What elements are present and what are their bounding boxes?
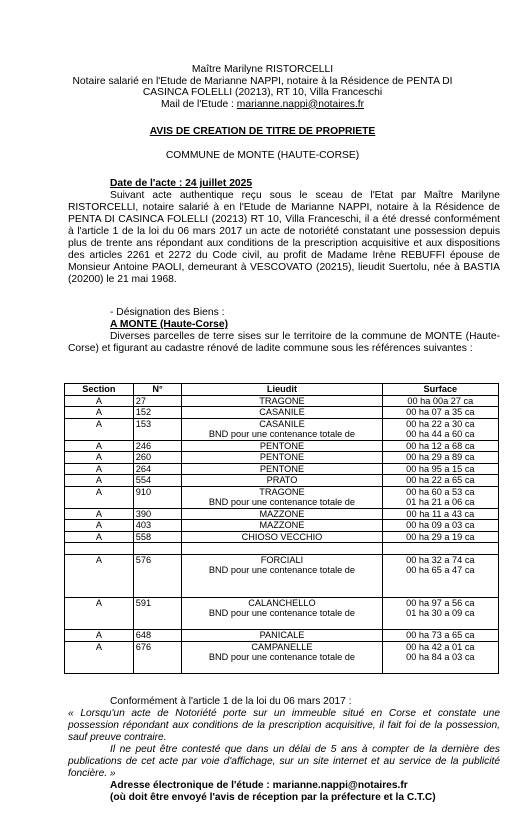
cell-section: A <box>65 630 134 642</box>
cell-lieudit <box>182 531 382 543</box>
table-row <box>65 597 499 630</box>
cell-lieudit <box>182 520 382 532</box>
table-row <box>65 418 499 440</box>
cell-lieudit <box>182 554 382 597</box>
cell-lieudit-line: TRAGONE <box>259 486 305 497</box>
cell-number: 576 <box>133 554 182 597</box>
table-row <box>65 520 499 532</box>
cell-lieudit <box>182 597 382 630</box>
cell-section: A <box>65 486 134 508</box>
cell-lieudit <box>182 475 382 487</box>
cell-lieudit <box>182 486 382 508</box>
table-row <box>65 440 499 452</box>
cell-section: A <box>65 440 134 452</box>
cell-surface-line: 00 ha 97 a 56 ca <box>406 597 475 608</box>
cell-number: 403 <box>133 520 182 532</box>
notary-line-2: Notaire salarié en l'Etude de Marianne NAPPI, notaire à la Résidence de PENTA DI <box>72 75 453 87</box>
cell-section: A <box>65 418 134 440</box>
table-row <box>65 475 499 487</box>
cell-lieudit-line: PENTONE <box>259 440 305 451</box>
cell-number: 676 <box>133 641 182 674</box>
table-row <box>65 486 499 508</box>
document-title: AVIS DE CREATION DE TITRE DE PROPRIETE <box>149 126 376 137</box>
notary-name: Maître Marilyne RISTORCELLI <box>191 64 334 75</box>
cell-surface-line: 00 ha 73 a 65 ca <box>406 630 475 640</box>
header <box>60 64 465 110</box>
cell-surface-line: 00 ha 22 a 30 ca <box>406 418 475 429</box>
cell-lieudit <box>182 440 382 452</box>
cell-surface <box>382 475 498 487</box>
cell-lieudit <box>182 452 382 464</box>
cell-lieudit-line: PENTONE <box>259 452 305 462</box>
cell-number: 910 <box>133 486 182 508</box>
cell-surface-line: 00 ha 11 a 43 ca <box>406 508 475 519</box>
table-row <box>65 543 499 555</box>
mail-link[interactable]: marianne.nappi@notaires.fr <box>236 98 365 110</box>
cell-lieudit <box>182 630 382 642</box>
email-line: Adresse électronique de l'étude : marianne.nappi@notaires.fr <box>110 780 408 791</box>
cell-number: 152 <box>133 407 182 419</box>
cell-lieudit <box>182 543 382 555</box>
cell-surface-line <box>385 619 496 630</box>
table-row <box>65 407 499 419</box>
cell-surface-line: 00 ha 29 a 19 ca <box>406 531 475 542</box>
cell-number: 153 <box>133 418 182 440</box>
cell-lieudit-line: CALANCHELLO <box>248 597 316 608</box>
cell-surface-line <box>385 576 496 587</box>
cell-surface-line: 01 ha 30 a 09 ca <box>406 608 475 618</box>
header-number: N° <box>133 384 182 396</box>
cell-surface <box>382 407 498 419</box>
parcels-intro: Diverses parcelles de terre sises sur le territoire de la commune de MONTE (Haute-Corse) et figurant au cadastre rénové de ladite commune sous les références suivantes : <box>68 331 500 354</box>
mail-label: Mail de l'Etude : <box>160 98 237 110</box>
table-row <box>65 531 499 543</box>
cell-lieudit <box>182 395 382 407</box>
cell-lieudit-line: MAZZONE <box>259 520 305 530</box>
cell-lieudit-line: BND pour une contenance totale de <box>208 497 356 507</box>
cell-surface <box>382 395 498 407</box>
header-surface: Surface <box>382 384 498 396</box>
cell-surface <box>382 486 498 508</box>
cell-lieudit-line <box>184 576 379 587</box>
table-row <box>65 630 499 642</box>
body-paragraph: Suivant acte authentique reçu sous le sceau de l'Etat par Maître Marilyne RISTORCELLI, notaire salarié à en l'Etude de Marianne NAPPI, notaire à la Résidence de PENTA DI CASINCA FOLELLI (20213) RT 10, Villa Franceschi, il a été dressé conformément à l'article 1 de la loi du 06 mars 2017 un acte de notoriété constatant une possession depuis plus de trente ans répondant aux conditions de la prescription acquisitive et aux dispositions des articles 2261 et 2272 du Code civil, au profit de Madame Irène REBUFFI épouse de Monsieur Antoine PAOLI, demeurant à VESCOVATO (20215), lieudit Suertolu, née à BASTIA (20200) le 21 mai 1968. <box>68 190 500 285</box>
cell-lieudit <box>182 407 382 419</box>
cell-surface-line: 00 ha 44 a 60 ca <box>406 429 475 439</box>
cell-surface <box>382 597 498 630</box>
cell-lieudit-line: TRAGONE <box>259 395 305 406</box>
table-row <box>65 554 499 597</box>
table-body <box>65 395 499 674</box>
table-row <box>65 452 499 464</box>
cell-section: A <box>65 531 134 543</box>
cell-surface-line <box>385 543 496 554</box>
table-row <box>65 641 499 674</box>
act-date: Date de l'acte : 24 juillet 2025 <box>110 178 253 189</box>
designation-label: - Désignation des Biens : <box>110 307 225 318</box>
header-section: Section <box>65 384 134 396</box>
cell-number: 390 <box>133 508 182 520</box>
header-lieudit: Lieudit <box>182 384 382 396</box>
cell-number: 558 <box>133 531 182 543</box>
quote-1: « Lorsqu'un acte de Notoriété porte sur un immeuble situé en Corse et constate une possession répondant aux conditions de la prescription acquisitive, il fait foi de la possession, sauf preuve contraire. <box>68 708 500 743</box>
cell-surface-line: 00 ha 84 a 03 ca <box>406 652 475 662</box>
cell-lieudit-line: BND pour une contenance totale de <box>208 429 356 439</box>
cell-lieudit-line <box>184 663 379 674</box>
cell-lieudit-line: CASANILE <box>259 407 305 417</box>
cell-number <box>133 543 182 555</box>
cell-lieudit-line: BND pour une contenance totale de <box>208 608 356 618</box>
cell-lieudit-line: MAZZONE <box>259 508 305 519</box>
cell-lieudit <box>182 641 382 674</box>
cell-surface-line: 00 ha 95 a 15 ca <box>406 463 475 474</box>
notary-line-3: CASINCA FOLELLI (20213), RT 10, Villa Franceschi <box>142 87 383 98</box>
cell-lieudit-line: CASANILE <box>259 418 305 429</box>
cell-surface <box>382 543 498 555</box>
cell-surface <box>382 531 498 543</box>
cell-surface <box>382 554 498 597</box>
cell-lieudit-line <box>184 619 379 630</box>
parcels-table <box>64 383 499 674</box>
cell-surface <box>382 508 498 520</box>
cell-lieudit-line <box>184 586 379 597</box>
cell-number: 260 <box>133 452 182 464</box>
cell-section: A <box>65 452 134 464</box>
cell-lieudit-line: PENTONE <box>259 463 305 474</box>
cell-surface-line: 00 ha 09 a 03 ca <box>406 520 475 530</box>
cell-section: A <box>65 508 134 520</box>
cell-surface-line: 00 ha 29 a 89 ca <box>406 452 475 462</box>
cell-surface-line: 00 ha 22 a 65 ca <box>406 475 475 485</box>
location-label: A MONTE (Haute-Corse) <box>110 319 229 330</box>
table-row <box>65 463 499 475</box>
cell-lieudit <box>182 463 382 475</box>
cell-section: A <box>65 463 134 475</box>
cell-number: 246 <box>133 440 182 452</box>
cell-section: A <box>65 395 134 407</box>
quote-2: Il ne peut être contesté que dans un délai de 5 ans à compter de la dernière des publications de cet acte par voie d'affichage, sur un site internet et au service de la publicité foncière. » <box>68 744 500 779</box>
cell-surface-line: 00 ha 32 a 74 ca <box>406 554 475 565</box>
cell-surface <box>382 641 498 674</box>
cell-surface <box>382 463 498 475</box>
cell-lieudit-line: CAMPANELLE <box>251 641 313 652</box>
cell-section: A <box>65 475 134 487</box>
cell-surface <box>382 520 498 532</box>
cell-surface-line: 01 ha 21 a 06 ca <box>406 497 475 507</box>
cell-section: A <box>65 554 134 597</box>
cell-lieudit-line <box>184 543 379 554</box>
cell-surface <box>382 452 498 464</box>
cell-number: 27 <box>133 395 182 407</box>
cell-surface-line: 00 ha 60 a 53 ca <box>406 486 475 497</box>
cell-surface-line: 00 ha 07 a 35 ca <box>406 407 475 417</box>
cell-surface <box>382 630 498 642</box>
cell-section: A <box>65 597 134 630</box>
cell-surface <box>382 440 498 452</box>
cell-surface-line: 00 ha 65 a 47 ca <box>406 565 475 575</box>
cell-surface-line: 00 ha 42 a 01 ca <box>406 641 475 652</box>
table-header-row <box>65 384 499 396</box>
cell-surface <box>382 418 498 440</box>
cell-surface-line: 00 ha 00a 27 ca <box>407 395 474 406</box>
cell-section: A <box>65 407 134 419</box>
table-row <box>65 508 499 520</box>
cell-section: A <box>65 520 134 532</box>
receipt-line: (où doit être envoyé l'avis de réception par la préfecture et la C.T.C) <box>110 792 436 803</box>
mail-line <box>60 99 465 111</box>
commune-line: COMMUNE de MONTE (HAUTE-CORSE) <box>165 150 360 161</box>
cell-lieudit-line: CHIOSO VECCHIO <box>241 531 323 542</box>
cell-lieudit <box>182 418 382 440</box>
cell-number: 591 <box>133 597 182 630</box>
footer <box>68 696 500 804</box>
cell-lieudit <box>182 508 382 520</box>
cell-section: A <box>65 641 134 674</box>
cell-surface-line <box>385 586 496 597</box>
cell-lieudit-line: BND pour une contenance totale de <box>208 652 356 662</box>
cell-number: 554 <box>133 475 182 487</box>
cell-surface-line: 00 ha 12 a 68 ca <box>406 440 475 451</box>
cell-lieudit-line: PANICALE <box>259 630 305 640</box>
cell-lieudit-line: BND pour une contenance totale de <box>208 565 356 575</box>
cell-lieudit-line: FORCIALI <box>260 554 304 565</box>
law-line: Conformément à l'article 1 de la loi du 06 mars 2017 : <box>110 696 352 707</box>
table-row <box>65 395 499 407</box>
cell-number: 648 <box>133 630 182 642</box>
cell-number: 264 <box>133 463 182 475</box>
cell-section <box>65 543 134 555</box>
cell-lieudit-line: PRATO <box>266 475 298 485</box>
cell-surface-line <box>385 663 496 674</box>
